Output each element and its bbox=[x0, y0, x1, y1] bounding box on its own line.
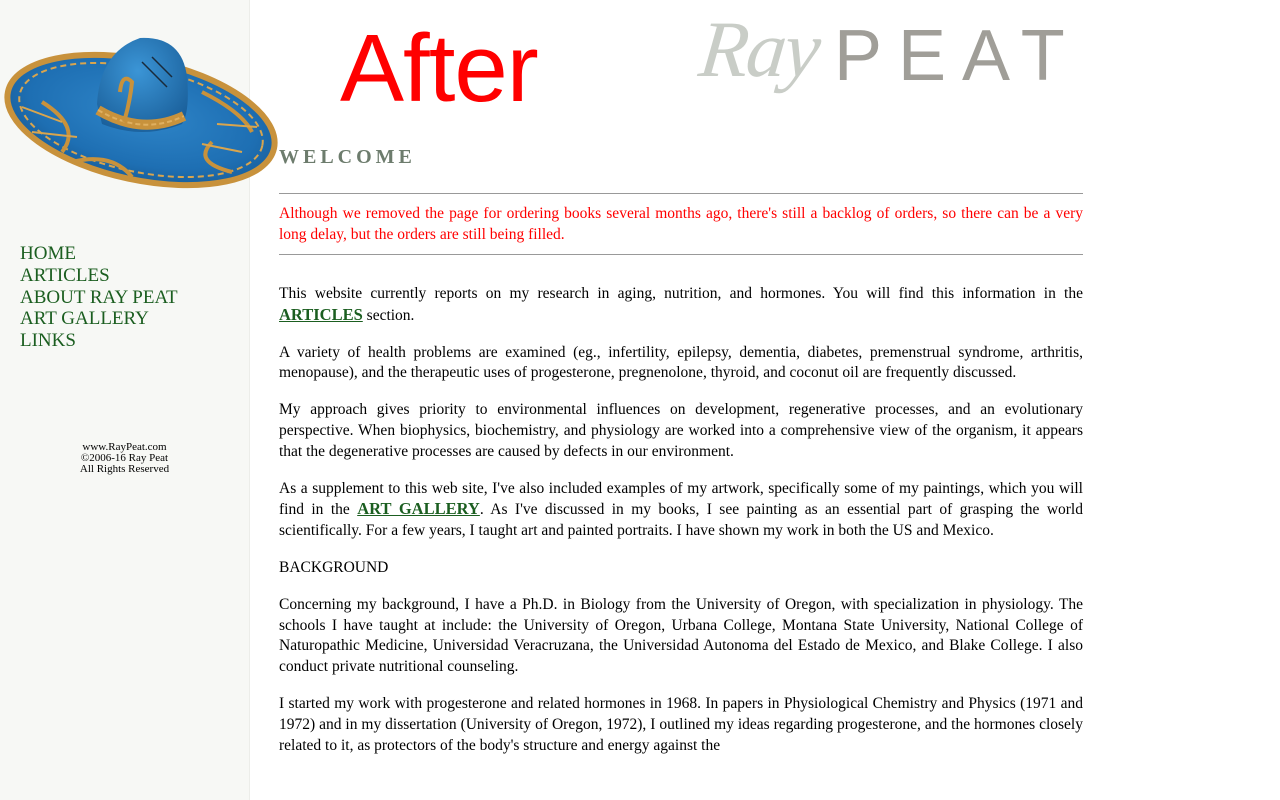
copyright-block bbox=[0, 442, 249, 475]
site-logo bbox=[694, 2, 1094, 114]
divider-bottom bbox=[279, 254, 1083, 255]
background-paragraph: Concerning my background, I have a Ph.D. in Biology from the University of Oregon, with specialization in physiology. The schools I have taught at include: the University of Oregon, Urbana College, Montana State University, National College of Naturopathic Medicine, Universidad Veracruzana, the Universidad Autonoma del Estado de Mexico, and Blake College. I also conduct private nutritional counseling. bbox=[279, 595, 1083, 676]
main-content bbox=[279, 284, 1083, 772]
nav-links-link[interactable]: LINKS bbox=[20, 330, 76, 352]
copyright-rights: All Rights Reserved bbox=[79, 463, 170, 475]
nav-art-gallery-link[interactable]: ART GALLERY bbox=[20, 308, 149, 330]
main-nav bbox=[20, 243, 178, 352]
nav-about-link[interactable]: ABOUT RAY PEAT bbox=[20, 286, 178, 308]
after-label: After bbox=[340, 15, 538, 122]
nav-home-link[interactable]: HOME bbox=[20, 243, 76, 264]
order-notice: Although we removed the page for ordering books several months ago, there's still a backlog of orders, so there can be a very long delay, but the orders are still being filled. bbox=[279, 205, 1083, 243]
divider-top bbox=[279, 193, 1083, 194]
logo-last-name: PEAT bbox=[834, 16, 1081, 96]
progesterone-paragraph: I started my work with progesterone and related hormones in 1968. In papers in Physiological Chemistry and Physics (1971 and 1972) and in my dissertation (University of Oregon, 1972), I outlined my ideas regarding progesterone, and the hormones closely related to it, as protectors of the body's structure and energy against the bbox=[279, 694, 1083, 754]
nav-articles-link[interactable]: ARTICLES bbox=[20, 264, 110, 286]
logo-first-name: Ray bbox=[695, 6, 823, 94]
welcome-heading: WELCOME bbox=[279, 146, 416, 168]
articles-inline-link[interactable]: ARTICLES bbox=[279, 304, 363, 324]
copyright-site: www.RayPeat.com bbox=[82, 441, 167, 453]
health-paragraph: A variety of health problems are examined (eg., infertility, epilepsy, dementia, diabetes, premenstrual syndrome, arthritis, menopause), and the therapeutic uses of progesterone, pregnenolone, thyroid, and coconut oil are frequently discussed. bbox=[279, 343, 1083, 382]
art-gallery-inline-link[interactable]: ART GALLERY bbox=[357, 499, 480, 519]
intro-paragraph: This website currently reports on my research in aging, nutrition, and hormones. You will find this information in the ARTICLES section. bbox=[279, 285, 1083, 324]
copyright-years: ©2006-16 Ray Peat bbox=[80, 452, 169, 464]
background-heading: BACKGROUND bbox=[279, 558, 389, 576]
sidebar bbox=[0, 0, 250, 800]
sombrero-hat-image bbox=[2, 32, 280, 192]
approach-paragraph: My approach gives priority to environmental influences on development, regenerative processes, and an evolutionary perspective. When biophysics, biochemistry, and physiology are worked into a comprehensive view of the organism, it appears that the degenerative processes are caused by defects in our environment. bbox=[279, 401, 1083, 460]
artwork-paragraph: As a supplement to this web site, I've also included examples of my artwork, specifically some of my paintings, which you will find in the ART GALLERY. As I've discussed in my books, I see painting as an essential part of grasping the world scientifically. For a few years, I taught art and painted portraits. I have shown my work in both the US and Mexico. bbox=[279, 479, 1083, 540]
